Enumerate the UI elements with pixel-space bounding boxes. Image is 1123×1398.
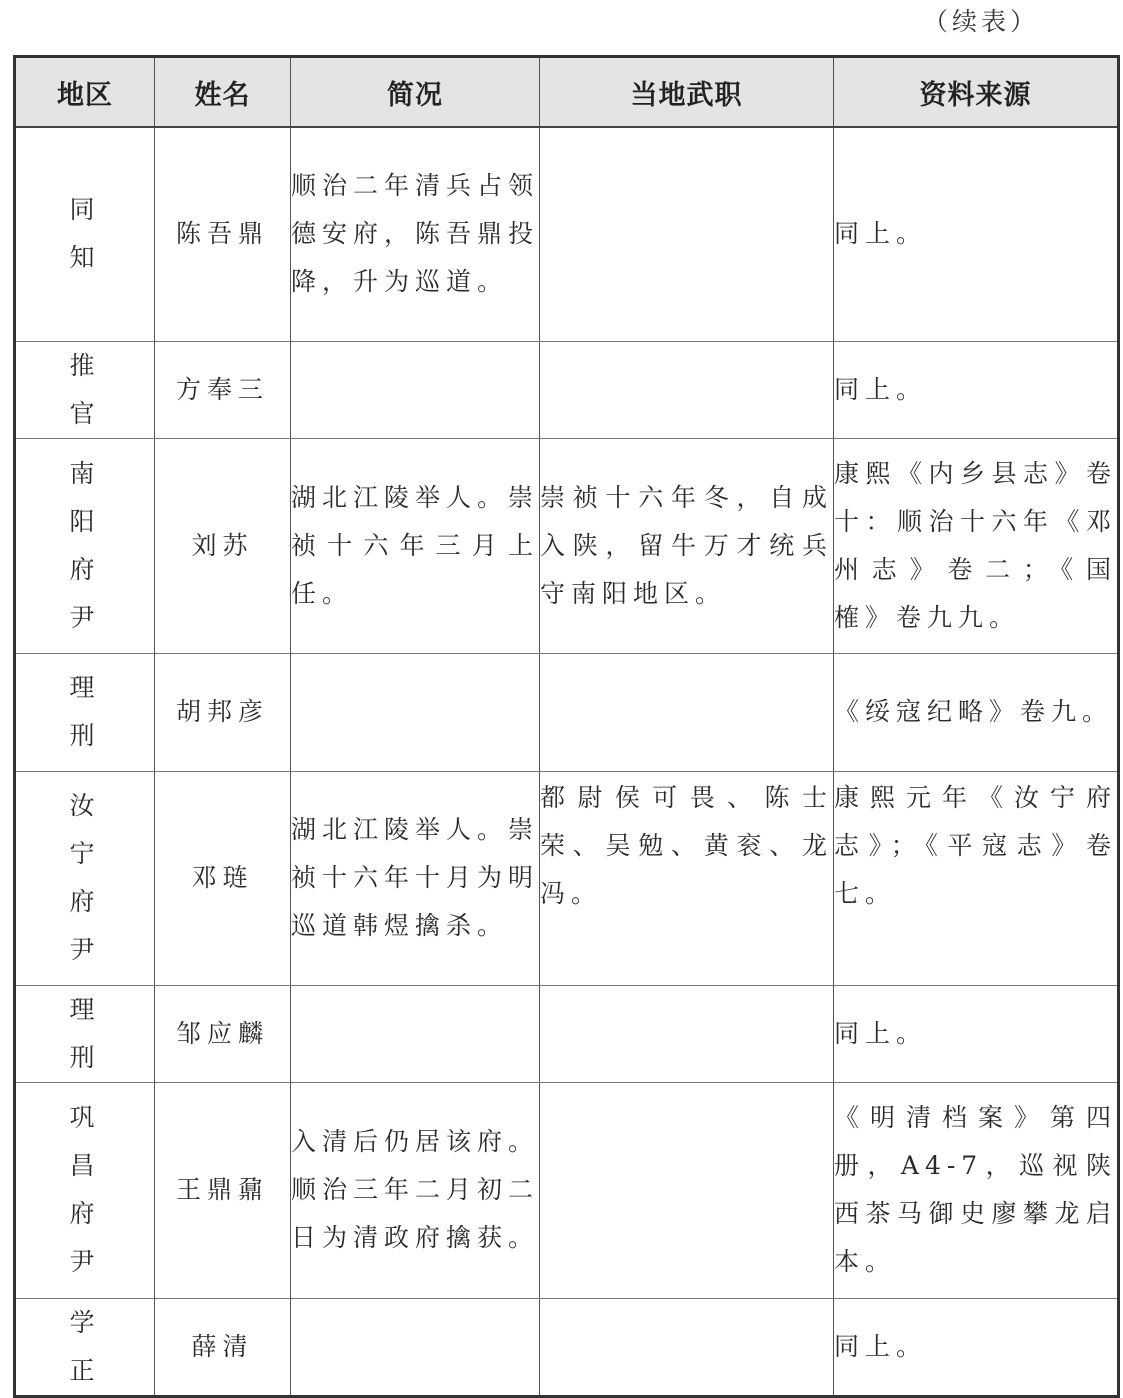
region-cell: 理刑 <box>15 653 155 771</box>
source-cell: 康熙《内乡县志》卷十：顺治十六年《邓州志》卷二；《国榷》卷九九。 <box>834 438 1119 653</box>
brief-cell: 入清后仍居该府。顺治三年二月初二日为清政府擒获。 <box>291 1082 540 1298</box>
source-cell: 《绥寇纪略》卷九。 <box>834 653 1119 771</box>
name-cell: 薛清 <box>155 1298 291 1396</box>
table-row <box>15 341 1119 438</box>
post-cell <box>540 985 834 1082</box>
region-cell: 推官 <box>15 341 155 438</box>
header-source: 资料来源 <box>834 57 1119 128</box>
officials-table <box>13 55 1120 1398</box>
brief-cell: 湖北江陵举人。崇祯十六年十月为明巡道韩煜擒杀。 <box>291 771 540 985</box>
brief-cell <box>291 653 540 771</box>
continuation-note: （续表） <box>922 7 1039 36</box>
name-cell: 邹应麟 <box>155 985 291 1082</box>
header-post: 当地武职 <box>540 57 834 128</box>
header-row <box>15 57 1119 128</box>
post-cell <box>540 653 834 771</box>
name-cell: 王鼎鼐 <box>155 1082 291 1298</box>
name-cell: 胡邦彦 <box>155 653 291 771</box>
region-cell: 巩昌府尹 <box>15 1082 155 1298</box>
brief-cell: 顺治二年清兵占领德安府，陈吾鼎投降，升为巡道。 <box>291 127 540 341</box>
post-cell <box>540 1082 834 1298</box>
table-row <box>15 127 1119 341</box>
source-cell: 同上。 <box>834 341 1119 438</box>
source-cell: 《明清档案》第四册，A4-7，巡视陕西茶马御史廖攀龙启本。 <box>834 1082 1119 1298</box>
brief-cell: 湖北江陵举人。崇祯十六年三月上任。 <box>291 438 540 653</box>
brief-cell <box>291 1298 540 1396</box>
post-cell: 崇祯十六年冬，自成入陕，留牛万才统兵守南阳地区。 <box>540 438 834 653</box>
brief-cell <box>291 341 540 438</box>
post-cell <box>540 1298 834 1396</box>
name-cell: 刘苏 <box>155 438 291 653</box>
region-cell: 南阳府尹 <box>15 438 155 653</box>
brief-cell <box>291 985 540 1082</box>
name-cell: 方奉三 <box>155 341 291 438</box>
post-cell <box>540 341 834 438</box>
table-row <box>15 771 1119 985</box>
table-row <box>15 438 1119 653</box>
header-brief: 简况 <box>291 57 540 128</box>
source-cell: 同上。 <box>834 1298 1119 1396</box>
source-cell: 同上。 <box>834 985 1119 1082</box>
name-cell: 邓琏 <box>155 771 291 985</box>
table-row <box>15 653 1119 771</box>
header-region: 地区 <box>15 57 155 128</box>
region-cell: 汝宁府尹 <box>15 771 155 985</box>
header-name: 姓名 <box>155 57 291 128</box>
source-cell: 康熙元年《汝宁府志》；《平寇志》卷七。 <box>834 771 1119 985</box>
source-cell: 同上。 <box>834 127 1119 341</box>
table-row <box>15 1298 1119 1396</box>
table-row <box>15 1082 1119 1298</box>
table-row <box>15 985 1119 1082</box>
region-cell: 学正 <box>15 1298 155 1396</box>
post-cell: 都尉侯可畏、陈士荣、吴勉、黄衮、龙冯。 <box>540 771 834 985</box>
name-cell: 陈吾鼎 <box>155 127 291 341</box>
region-cell: 同知 <box>15 127 155 341</box>
region-cell: 理刑 <box>15 985 155 1082</box>
post-cell <box>540 127 834 341</box>
